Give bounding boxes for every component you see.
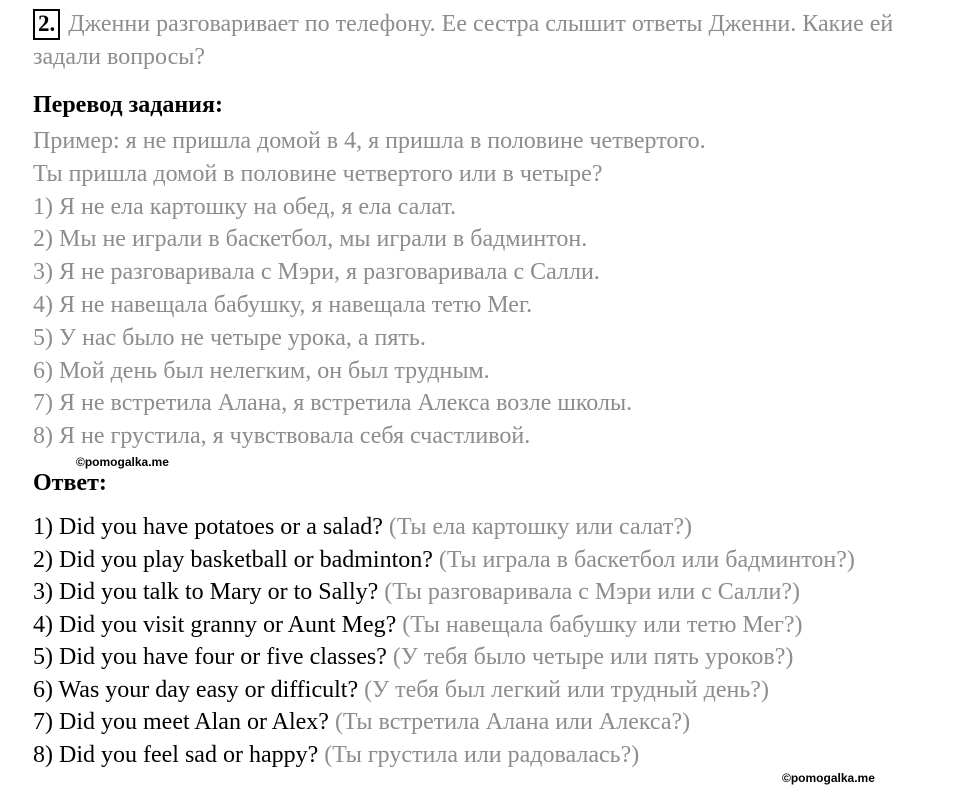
answer-item xyxy=(33,511,933,544)
answer-list xyxy=(33,511,933,771)
translation-line: 5) У нас было не четыре урока, а пять. xyxy=(33,324,426,351)
answer-russian: (Ты навещала бабушку или тетю Мег?) xyxy=(402,611,803,638)
answer-english: 7) Did you meet Alan or Alex? xyxy=(33,709,329,735)
translation-line: Ты пришла домой в половине четвертого или в четыре? xyxy=(33,160,603,187)
answer-heading: Ответ: xyxy=(33,470,107,496)
answer-item xyxy=(33,739,933,772)
translation-heading: Перевод задания: xyxy=(33,92,223,118)
answer-russian: (Ты играла в баскетбол или бадминтон?) xyxy=(438,546,855,573)
translation-line: 2) Мы не играли в баскетбол, мы играли в бадминтон. xyxy=(33,226,588,253)
answer-russian: (Ты грустила или радовалась?) xyxy=(324,741,640,768)
answer-english: 6) Was your day easy or difficult? xyxy=(33,676,359,703)
answer-english: 1) Did you have potatoes or a salad? xyxy=(33,514,383,540)
watermark: ©pomogalka.me xyxy=(76,455,169,469)
translation-line: 4) Я не навещала бабушку, я навещала тетю Мег. xyxy=(33,291,533,318)
answer-item xyxy=(33,576,933,609)
translation-line: Пример: я не пришла домой в 4, я пришла в половине четвертого. xyxy=(33,128,706,154)
translation-line: 8) Я не грустила, я чувствовала себя счастливой. xyxy=(33,423,531,450)
answer-item xyxy=(33,544,933,577)
task-number: 2. xyxy=(33,9,60,40)
answer-english: 3) Did you talk to Mary or to Sally? xyxy=(33,579,379,605)
task-text: Дженни разговаривает по телефону. Ее сестра слышит ответы Дженни. Какие ей задали вопросы? xyxy=(33,11,894,70)
answer-item xyxy=(33,674,933,707)
answer-item xyxy=(33,706,933,739)
translation-line: 1) Я не ела картошку на обед, я ела салат. xyxy=(33,193,457,220)
answer-item xyxy=(33,609,933,642)
translation-list xyxy=(33,125,706,453)
answer-item xyxy=(33,641,933,674)
answer-english: 5) Did you have four or five classes? xyxy=(33,644,387,670)
answer-russian: (Ты ела картошку или салат?) xyxy=(388,514,692,540)
answer-english: 2) Did you play basketball or badminton? xyxy=(33,546,433,573)
translation-line: 3) Я не разговаривала с Мэри, я разговаривала с Салли. xyxy=(33,259,600,286)
answer-russian: (У тебя было четыре или пять уроков?) xyxy=(392,644,794,670)
answer-russian: (Ты разговаривала с Мэри или с Салли?) xyxy=(384,579,801,605)
answer-russian: (Ты встретила Алана или Алекса?) xyxy=(334,709,691,735)
translation-line: 6) Мой день был нелегким, он был трудным. xyxy=(33,357,490,384)
translation-line: 7) Я не встретила Алана, я встретила Алекса возле школы. xyxy=(33,390,633,417)
answer-english: 4) Did you visit granny or Aunt Meg? xyxy=(33,611,397,638)
watermark: ©pomogalka.me xyxy=(782,771,875,785)
answer-english: 8) Did you feel sad or happy? xyxy=(33,741,319,768)
task-statement xyxy=(33,8,933,74)
answer-russian: (У тебя был легкий или трудный день?) xyxy=(364,676,769,703)
